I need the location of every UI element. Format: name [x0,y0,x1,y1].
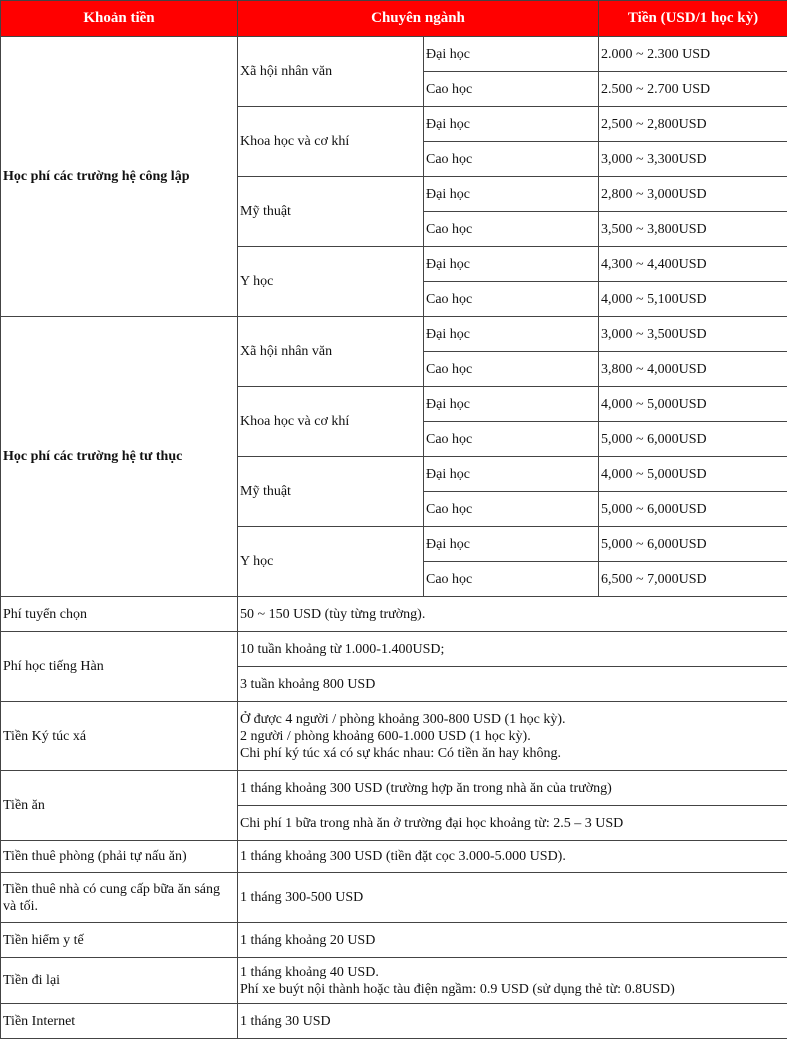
cost-item-label: Tiền thuê phòng (phải tự nấu ăn) [1,841,238,873]
cost-item-label: Tiền hiểm y tế [1,923,238,958]
degree-level: Đại học [424,107,599,142]
cost-detail-line: Chi phí ký túc xá có sự khác nhau: Có tiền ăn hay không. [240,745,785,762]
table-row [1,873,787,923]
price-cell: 2.500 ~ 2.700 USD [599,72,787,107]
degree-level: Cao học [424,142,599,177]
table-row [1,702,787,771]
table-row [1,37,787,72]
cost-detail [238,632,787,667]
price-cell: 3,000 ~ 3,300USD [599,142,787,177]
table-row [1,771,787,806]
cost-item-label: Tiền đi lại [1,958,238,1004]
table-row [1,632,787,667]
cost-detail-line: 1 tháng khoảng 40 USD. [240,964,785,981]
major-name: Khoa học và cơ khí [238,107,424,177]
cost-detail-line: Ở được 4 người / phòng khoảng 300-800 USD (1 học kỳ). [240,711,785,728]
price-cell: 3,000 ~ 3,500USD [599,317,787,352]
cost-detail [238,702,787,771]
cost-detail [238,873,787,923]
price-cell: 5,000 ~ 6,000USD [599,492,787,527]
degree-level: Cao học [424,212,599,247]
price-cell: 4,000 ~ 5,000USD [599,387,787,422]
header-cost-item: Khoản tiền [1,1,238,37]
table-row [1,317,787,352]
cost-detail [238,958,787,1004]
cost-detail [238,806,787,841]
price-cell: 5,000 ~ 6,000USD [599,422,787,457]
cost-item-label: Tiền ăn [1,771,238,841]
header-major: Chuyên ngành [238,1,599,37]
degree-level: Đại học [424,247,599,282]
cost-detail-line: 50 ~ 150 USD (tùy từng trường). [240,606,785,623]
cost-detail-line: 1 tháng 30 USD [240,1013,785,1030]
price-cell: 4,000 ~ 5,000USD [599,457,787,492]
cost-detail [238,841,787,873]
cost-detail-line: 3 tuần khoảng 800 USD [240,676,785,693]
cost-item-label: Tiền Ký túc xá [1,702,238,771]
cost-detail-line: 10 tuần khoảng từ 1.000-1.400USD; [240,641,785,658]
cost-detail [238,923,787,958]
cost-detail-line: 1 tháng khoảng 300 USD (trường hợp ăn trong nhà ăn của trường) [240,780,785,797]
price-cell: 2,800 ~ 3,000USD [599,177,787,212]
cost-item-label: Phí tuyển chọn [1,597,238,632]
table-row [1,1004,787,1039]
header-row [1,1,787,37]
table-row [1,841,787,873]
cost-detail-line: 1 tháng khoảng 300 USD (tiền đặt cọc 3.000-5.000 USD). [240,848,785,865]
degree-level: Cao học [424,72,599,107]
major-name: Y học [238,247,424,317]
cost-detail-line: 1 tháng 300-500 USD [240,889,785,906]
degree-level: Đại học [424,317,599,352]
price-cell: 3,500 ~ 3,800USD [599,212,787,247]
degree-level: Đại học [424,177,599,212]
degree-level: Cao học [424,562,599,597]
price-cell: 4,300 ~ 4,400USD [599,247,787,282]
degree-level: Cao học [424,492,599,527]
price-cell: 5,000 ~ 6,000USD [599,527,787,562]
cost-item-label: Phí học tiếng Hàn [1,632,238,702]
cost-detail-line: Phí xe buýt nội thành hoặc tàu điện ngầm: 0.9 USD (sử dụng thẻ từ: 0.8USD) [240,981,785,998]
degree-level: Cao học [424,352,599,387]
price-cell: 6,500 ~ 7,000USD [599,562,787,597]
major-name: Y học [238,527,424,597]
cost-detail [238,667,787,702]
major-name: Xã hội nhân văn [238,37,424,107]
major-name: Mỹ thuật [238,177,424,247]
price-cell: 3,800 ~ 4,000USD [599,352,787,387]
cost-detail [238,597,787,632]
table-row [1,923,787,958]
degree-level: Đại học [424,457,599,492]
degree-level: Đại học [424,527,599,562]
tuition-group-label: Học phí các trường hệ công lập [1,37,238,317]
price-cell: 2,500 ~ 2,800USD [599,107,787,142]
price-cell: 2.000 ~ 2.300 USD [599,37,787,72]
cost-item-label: Tiền Internet [1,1004,238,1039]
cost-detail [238,771,787,806]
tuition-group-label: Học phí các trường hệ tư thục [1,317,238,597]
table-row [1,597,787,632]
degree-level: Đại học [424,387,599,422]
table-row [1,958,787,1004]
price-cell: 4,000 ~ 5,100USD [599,282,787,317]
cost-detail-line: 2 người / phòng khoảng 600-1.000 USD (1 học kỳ). [240,728,785,745]
cost-detail-line: Chi phí 1 bữa trong nhà ăn ở trường đại học khoảng từ: 2.5 – 3 USD [240,815,785,832]
degree-level: Cao học [424,282,599,317]
cost-detail-line: 1 tháng khoảng 20 USD [240,932,785,949]
cost-detail [238,1004,787,1039]
major-name: Xã hội nhân văn [238,317,424,387]
degree-level: Cao học [424,422,599,457]
degree-level: Đại học [424,37,599,72]
header-price: Tiền (USD/1 học kỳ) [599,1,787,37]
cost-item-label: Tiền thuê nhà có cung cấp bữa ăn sáng và tối. [1,873,238,923]
major-name: Mỹ thuật [238,457,424,527]
major-name: Khoa học và cơ khí [238,387,424,457]
